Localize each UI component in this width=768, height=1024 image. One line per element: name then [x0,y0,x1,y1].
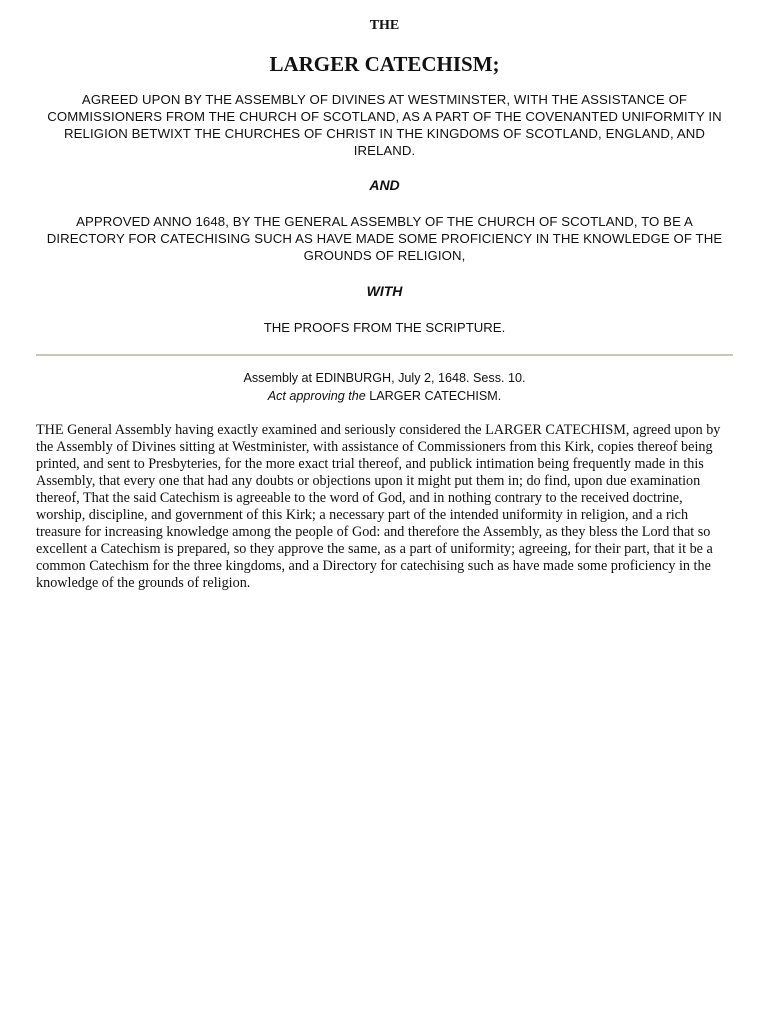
paragraph-agreed: AGREED UPON BY THE ASSEMBLY OF DIVINES AT WESTMINSTER, WITH THE ASSISTANCE OF COMMISSIONERS FROM THE CHURCH OF SCOTLAND, AS A PART OF THE COVENANTED UNIFORMITY IN RELIGION BETWIXT THE CHURCHES OF CHRIST IN THE KINGDOMS OF SCOTLAND, ENGLAND, AND IRELAND. [47,92,722,158]
heading-and: AND [369,177,400,193]
horizontal-divider [36,354,733,356]
act-rest-text: LARGER CATECHISM. [365,389,502,403]
paragraph-approved: APPROVED ANNO 1648, BY THE GENERAL ASSEMBLY OF THE CHURCH OF SCOTLAND, TO BE A DIRECTORY FOR CATECHISING SUCH AS HAVE MADE SOME PROFICIENCY IN THE KNOWLEDGE OF THE GROUNDS OF RELIGION, [46,214,723,263]
act-italic-text: Act approving the [267,389,366,403]
heading-the: THE [369,18,400,33]
assembly-line: Assembly at EDINBURGH, July 2, 1648. Sess. 10. [243,371,526,385]
heading-with: WITH [366,283,403,299]
act-line [36,387,733,405]
proofs-line: THE PROOFS FROM THE SCRIPTURE. [263,320,506,335]
document-page [36,0,733,592]
document-title: LARGER CATECHISM; [269,52,500,76]
body-paragraph: THE General Assembly having exactly examined and seriously considered the LARGER CATECHISM, agreed upon by the Assembly of Divines sitting at Westminister, with assistance of Commissioners from this Kirk, copies thereof being printed, and sent to Presbyteries, for the more exact trial thereof, and publick intimation being frequently made in this Assembly, that every one that had any doubts or objections upon it might put them in; do find, upon due examination thereof, That the said Catechism is agreeable to the word of God, and in nothing contrary to the received doctrine, worship, discipline, and government of this Kirk; a necessary part of the intended uniformity in religion, and a rich treasure for increasing knowledge among the people of God: and therefore the Assembly, as they bless the Lord that so excellent a Catechism is prepared, so they approve the same, as a part of uniformity; agreeing, for their part, that it be a common Catechism for the three kingdoms, and a Directory for catechising such as have made some proficiency in the knowledge of the grounds of religion. [36,422,721,591]
